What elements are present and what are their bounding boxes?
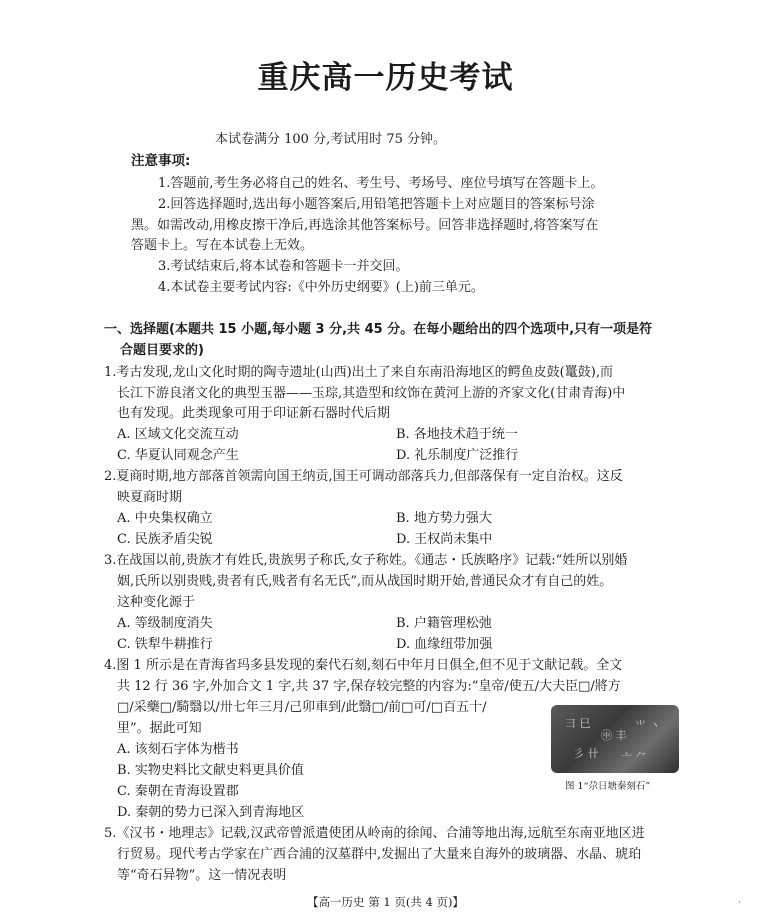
question-4-option-c: C. 秦朝在青海设置郡 (117, 784, 239, 799)
question-4-stem: 里”。据此可知 (117, 721, 202, 736)
question-2-stem: 映夏商时期 (117, 490, 183, 505)
stone-inscription-image: ⺕ 巳 ㊥ 丰 ⺌ 丶 彡 卄 亠 ⺈ (551, 705, 679, 773)
question-4-option-b: B. 实物史料比文献史料更具价值 (117, 763, 304, 778)
question-4-option-a: A. 该刻石字体为楷书 (117, 742, 239, 757)
question-3-option-b: B. 户籍管理松弛 (396, 616, 492, 631)
question-5-stem: 5.《汉书・地理志》记载,汉武帝曾派遣使团从岭南的徐闻、合浦等地出海,远航至东南亚地区进 (104, 826, 645, 841)
page-footer: 【高一历史 第 1 页(共 4 页)】 (307, 895, 464, 909)
figure-caption: 图 1“尕日塘秦刻石” (565, 781, 651, 792)
question-1-stem: 也有发现。此类现象可用于印证新石器时代后期 (117, 406, 391, 421)
notice-item: 2.回答选择题时,选出每小题答案后,用铅笔把答题卡上对应题目的答案标号涂 (158, 197, 595, 212)
question-1-option-b: B. 各地技术趋于统一 (396, 427, 518, 442)
question-2-stem: 2.夏商时期,地方部落首领需向国王纳贡,国王可调动部落兵力,但部落保有一定自治权。这反 (104, 469, 623, 484)
question-1-option-c: C. 华夏认同观念产生 (117, 448, 239, 463)
page-title: 重庆高一历史考试 (257, 60, 514, 96)
question-5-stem: 行贸易。现代考古学家在广西合浦的汉墓群中,发掘出了大量来自海外的玻璃器、水晶、琥珀 (117, 847, 642, 862)
question-3-option-c: C. 铁犁牛耕推行 (117, 637, 213, 652)
question-4-stem: □/采藥□/騎翳以/卅七年三月/己卯車到/此翳□/前□可/□百五十/ (117, 700, 487, 715)
exam-info: 本试卷满分 100 分,考试用时 75 分钟。 (215, 132, 447, 147)
notice-item: 4.本试卷主要考试内容:《中外历史纲要》(上)前三单元。 (158, 280, 484, 295)
question-2-option-a: A. 中央集权确立 (117, 511, 213, 526)
notice-heading: 注意事项: (131, 153, 191, 169)
question-1-option-a: A. 区域文化交流互动 (117, 427, 239, 442)
question-2-option-b: B. 地方势力强大 (396, 511, 492, 526)
question-3-stem: 3.在战国以前,贵族才有姓氏,贵族男子称氏,女子称姓。《通志・氏族略序》记载:“姓所以别婚 (104, 553, 628, 568)
question-2-option-d: D. 王权尚未集中 (396, 532, 493, 547)
question-3-option-a: A. 等级制度消失 (117, 616, 213, 631)
section-heading: 一、选择题(本题共 15 小题,每小题 3 分,共 45 分。在每小题给出的四个选项中,只有一项是符 (104, 322, 653, 337)
question-1-stem: 长江下游良渚文化的典型玉器——玉琮,其造型和纹饰在黄河上游的齐家文化(甘肃青海)中 (117, 386, 626, 401)
section-heading-cont: 合题目要求的) (120, 343, 204, 358)
question-2-option-c: C. 民族矛盾尖锐 (117, 532, 213, 547)
notice-item: 答题卡上。写在本试卷上无效。 (131, 238, 314, 253)
question-4-stem: 4.图 1 所示是在青海省玛多县发现的秦代石刻,刻石中年月日俱全,但不见于文献记载。全文 (104, 658, 623, 673)
notice-item: 黑。如需改动,用橡皮擦干净后,再选涂其他答案标号。回答非选择题时,将答案写在 (131, 218, 599, 233)
question-3-stem: 姻,氏所以别贵贱,贵者有氏,贱者有名无氏”,而从战国时期开始,普通民众才有自己的姓。 (117, 574, 613, 589)
question-1-option-d: D. 礼乐制度广泛推行 (396, 448, 519, 463)
notice-item: 1.答题前,考生务必将自己的姓名、考生号、考场号、座位号填写在答题卡上。 (158, 176, 604, 191)
question-4-stem: 共 12 行 36 字,外加合文 1 字,共 37 字,保存较完整的内容为:“皇帝/使五/大夫臣□/將方 (117, 679, 621, 694)
question-5-stem: 等“奇石异物”。这一情况表明 (117, 868, 287, 883)
question-3-stem: 这种变化源于 (117, 595, 196, 610)
question-1-stem: 1.考古发现,龙山文化时期的陶寺遗址(山西)出土了来自东南沿海地区的鳄鱼皮鼓(鼍鼓),而 (104, 365, 613, 380)
question-3-option-d: D. 血缘纽带加强 (396, 637, 493, 652)
notice-item: 3.考试结束后,将本试卷和答题卡一并交回。 (158, 259, 409, 274)
question-4-option-d: D. 秦朝的势力已深入到青海地区 (117, 805, 305, 820)
corner-mark: · (738, 898, 741, 908)
